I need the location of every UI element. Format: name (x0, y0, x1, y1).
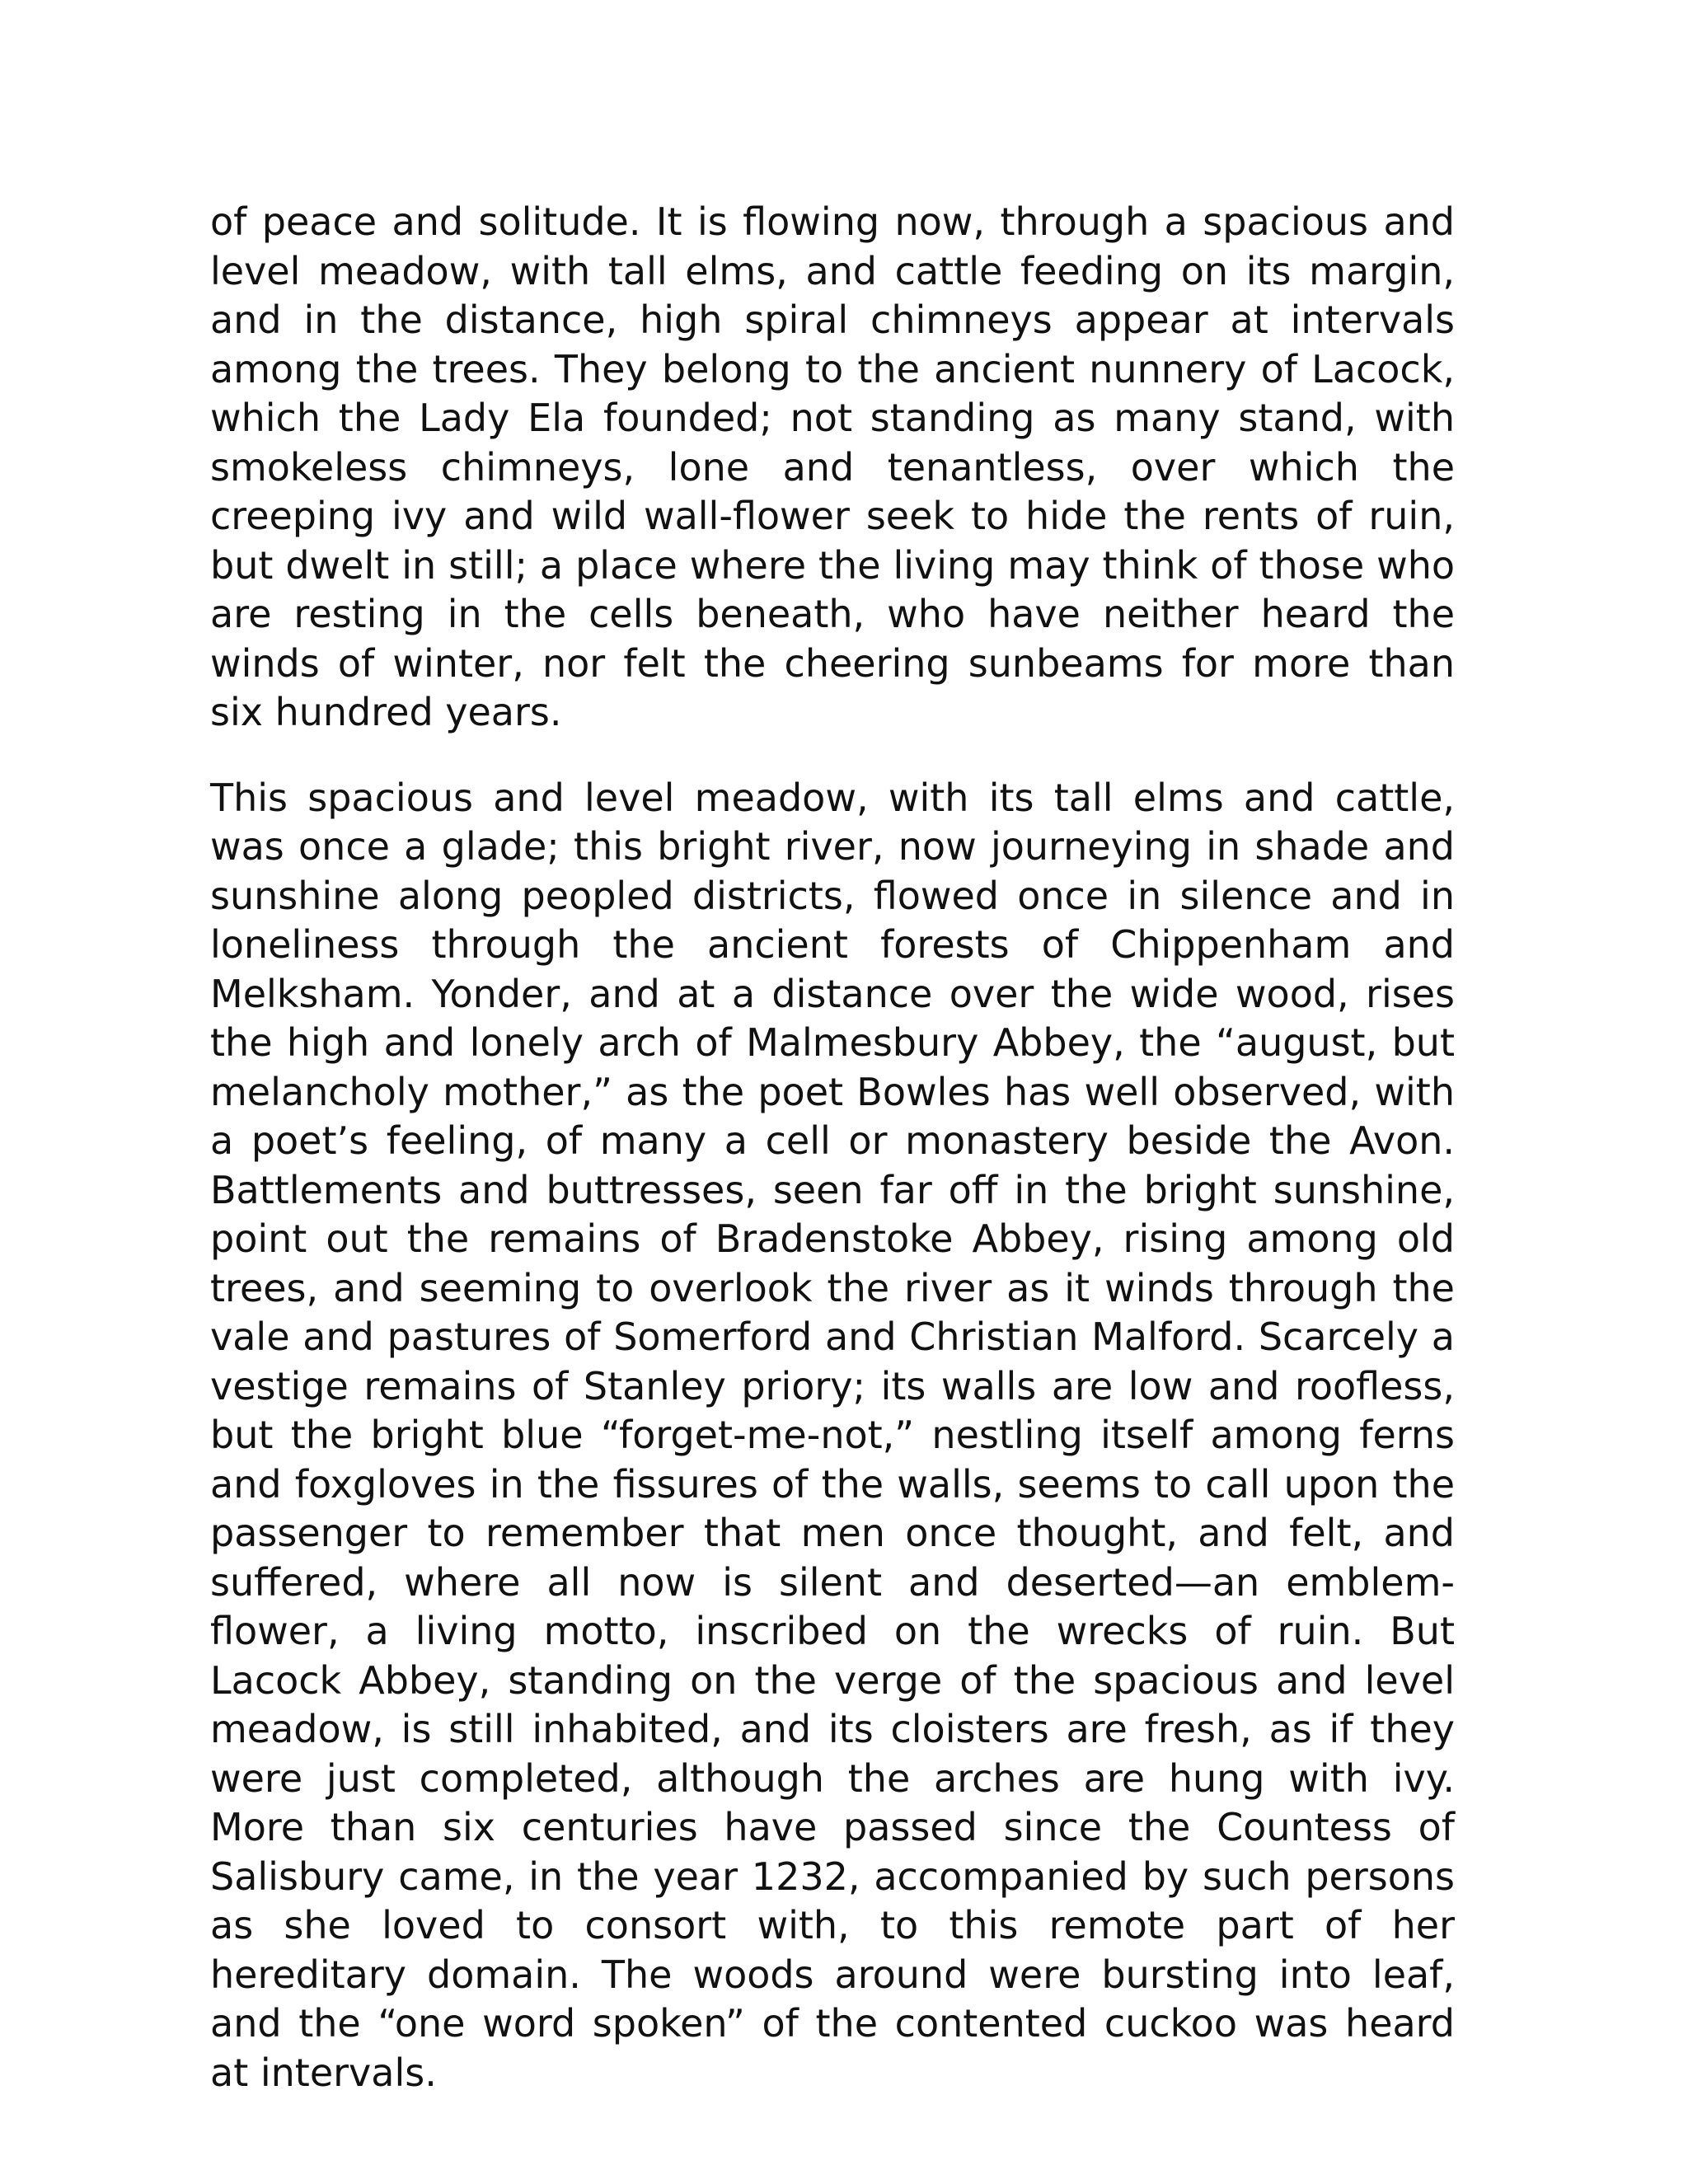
paragraph-1: of peace and solitude. It is flowing now, through a spacious and level meadow, with tall elms, and cattle feeding on its margin, and in the distance, high spiral chimneys appear at intervals among the trees. They belong to the ancient nunnery of Lacock, which the Lady Ela founded; not standing as many stand, with smokeless chimneys, lone and tenantless, over which the creeping ivy and wild wall-flower seek to hide the rents of ruin, but dwelt in still; a place where the living may think of those who are resting in the cells beneath, who have neither heard the winds of winter, nor felt the cheering sunbeams for more than six hundred years. (210, 199, 1455, 734)
body-text (210, 198, 1455, 2097)
paragraph-2: This spacious and level meadow, with its tall elms and cattle, was once a glade; this bright river, now journeying in shade and sunshine along peopled districts, flowed once in silence and in loneliness through the ancient forests of Chippenham and Melksham. Yonder, and at a distance over the wide wood, rises the high and lonely arch of Malmesbury Abbey, the “august, but melancholy mother,” as the poet Bowles has well observed, with a poet’s feeling, of many a cell or monastery beside the Avon. Battlements and buttresses, seen far off in the bright sunshine, point out the remains of Bradenstoke Abbey, rising among old trees, and seeming to overlook the river as it winds through the vale and pastures of Somerford and Christian Malford. Scarcely a vestige remains of Stanley priory; its walls are low and roofless, but the bright blue “forget-me-not,” nestling itself among ferns and foxgloves in the fissures of the walls, seems to call upon the passenger to remember that men once thought, and felt, and suffered, where all now is silent and deserted—an emblem-flower, a living motto, inscribed on the wrecks of ruin. But Lacock Abbey, standing on the verge of the spacious and level meadow, is still inhabited, and its cloisters are fresh, as if they were just completed, although the arches are hung with ivy. More than six centuries have passed since the Countess of Salisbury came, in the year 1232, accompanied by such persons as she loved to consort with, to this remote part of her hereditary domain. The woods around were bursting into leaf, and the “one word spoken” of the contented cuckoo was heard at intervals. (210, 775, 1455, 2095)
